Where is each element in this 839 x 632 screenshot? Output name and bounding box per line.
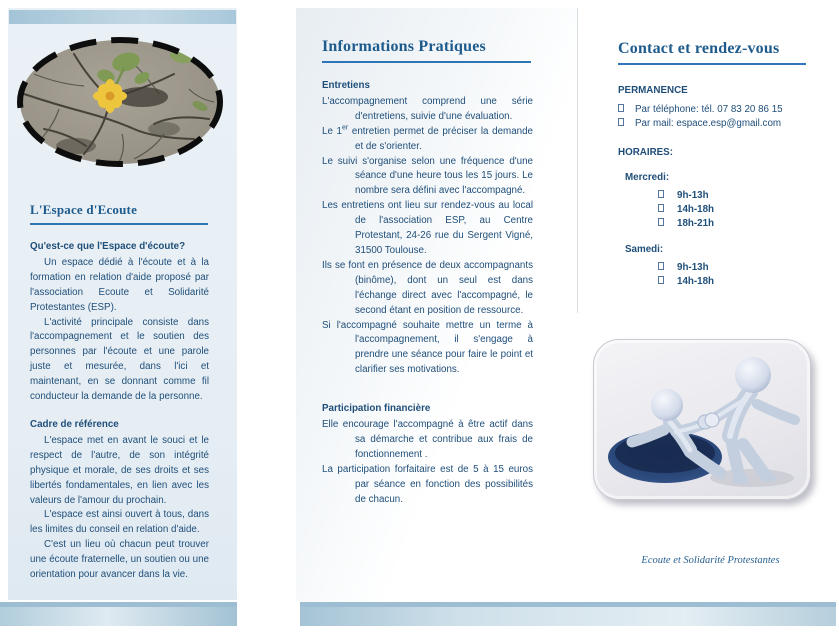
entretiens-item: L'accompagnement comprend une série d'entretiens, suivie d'une évaluation.: [322, 95, 533, 122]
entretiens-item: Le suivi s'organise selon une fréquence d'une séance d'une heure tous les 15 jours. Le nombre sera défini avec l'accompagné.: [322, 155, 533, 197]
entretiens-item: Les entretiens ont lieu sur rendez-vous au local de l'association ESP, au Centre Protestant, 24-26 rue du Sergent Vigné, 31500 Toulouse.: [322, 200, 533, 256]
schedule-samedi: [625, 243, 825, 289]
left-panel-text: [30, 240, 209, 583]
square-bullet-icon: [658, 190, 664, 198]
schedule-slot: [658, 261, 825, 275]
helping-hand-illustration-card: [593, 339, 811, 500]
participation-heading: Participation financière: [322, 403, 431, 415]
slot-time: 9h-13h: [677, 189, 709, 201]
square-bullet-icon: [658, 204, 664, 212]
middle-panel-title: Informations Pratiques: [322, 38, 531, 63]
schedule-slot: [658, 275, 825, 289]
square-bullet-icon: [658, 262, 664, 270]
section-heading-cadre-reference: Cadre de référence: [30, 418, 119, 430]
left-footer-bar: [0, 602, 237, 626]
section-heading-espace-ecoute: Qu'est-ce que l'Espace d'écoute?: [30, 241, 186, 252]
slot-time: 9h-13h: [677, 261, 709, 273]
slot-time: 14h-18h: [677, 204, 715, 216]
paragraph: L'espace met en avant le souci et le respect de l'autre, de son intégrité physique et morale, de ses droits et ses libertés fondamentales, en lien avec les valeurs de l'amour du prochain.: [30, 434, 209, 506]
permanence-heading: PERMANENCE: [618, 85, 688, 96]
permanence-block: [618, 84, 828, 132]
item-superscript: er: [342, 124, 349, 132]
participation-item: La participation forfaitaire est de 5 à 15 euros par séance en fonction des possibilités de chacun.: [322, 463, 533, 505]
schedule-slot: [658, 203, 825, 217]
paragraph: Un espace dédié à l'écoute et à la formation en relation d'aide proposé par l'association Ecoute et Solidarité Protestantes (ESP).: [30, 256, 209, 313]
slot-time: 14h-18h: [677, 276, 715, 288]
entretiens-item: Si l'accompagné souhaite mettre un terme à l'accompagnement, il s'engage à prendre une séance pour faire le point et clarifier ses motivations.: [322, 319, 533, 376]
phone-contact-text: Par téléphone: tél. 07 83 20 86 15: [635, 103, 783, 115]
left-panel-top-bar: [9, 10, 236, 24]
middle-panel-text: [322, 79, 533, 507]
schedule-mercredi: [625, 171, 825, 232]
email-contact-text: Par mail: espace.esp@gmail.com: [635, 118, 782, 130]
schedule-day-label: Mercredi:: [625, 172, 670, 183]
square-bullet-icon: [658, 276, 664, 284]
entretiens-item: Ils se font en présence de deux accompagnants (binôme), dont un seul est dans l'échange direct avec l'accompagné, le second étant en position de ressource.: [322, 259, 533, 316]
schedule-day-label: Samedi:: [625, 244, 664, 255]
participation-item: Elle encourage l'accompagné à être actif dans sa démarche et contribue aux frais de fonctionnement .: [322, 419, 533, 460]
schedule-slot: [658, 189, 825, 203]
association-name-footer: Ecoute et Solidarité Protestantes: [641, 555, 780, 566]
right-footer-bar: [300, 602, 836, 626]
paragraph: L'activité principale consiste dans l'accompagnement et le soutien des personnes par l'écoute et une parole juste et mesurée, dans l'ici et maintenant, en se donnant comme fil conducteur la demande de la personne.: [30, 316, 209, 403]
item-text: Le 1: [322, 125, 342, 137]
fold-separator-line: [577, 8, 578, 313]
right-panel-title: Contact et rendez-vous: [618, 40, 806, 65]
square-bullet-icon: [618, 104, 624, 112]
horaires-heading: HORAIRES:: [618, 147, 673, 158]
paragraph: L'espace est ainsi ouvert à tous, dans les limites du conseil en relation d'aide.: [30, 509, 209, 536]
item-text: entretien permet de préciser la demande et de s'orienter.: [348, 125, 533, 152]
entretiens-item: [322, 125, 533, 155]
slot-time: 18h-21h: [677, 218, 715, 230]
paragraph: C'est un lieu où chacun peut trouver une écoute fraternelle, un soutien ou une orientation pour avancer dans la vie.: [30, 539, 209, 581]
flower-on-cracked-earth-photo: [14, 34, 228, 172]
helping-hand-out-of-hole-illustration: [594, 340, 810, 499]
permanence-item: [618, 103, 828, 118]
square-bullet-icon: [618, 118, 624, 126]
schedule-slot: [658, 217, 825, 231]
square-bullet-icon: [658, 218, 664, 226]
permanence-item: [618, 117, 828, 132]
entretiens-heading: Entretiens: [322, 80, 370, 91]
left-panel-title: L'Espace d'Ecoute: [30, 202, 208, 225]
